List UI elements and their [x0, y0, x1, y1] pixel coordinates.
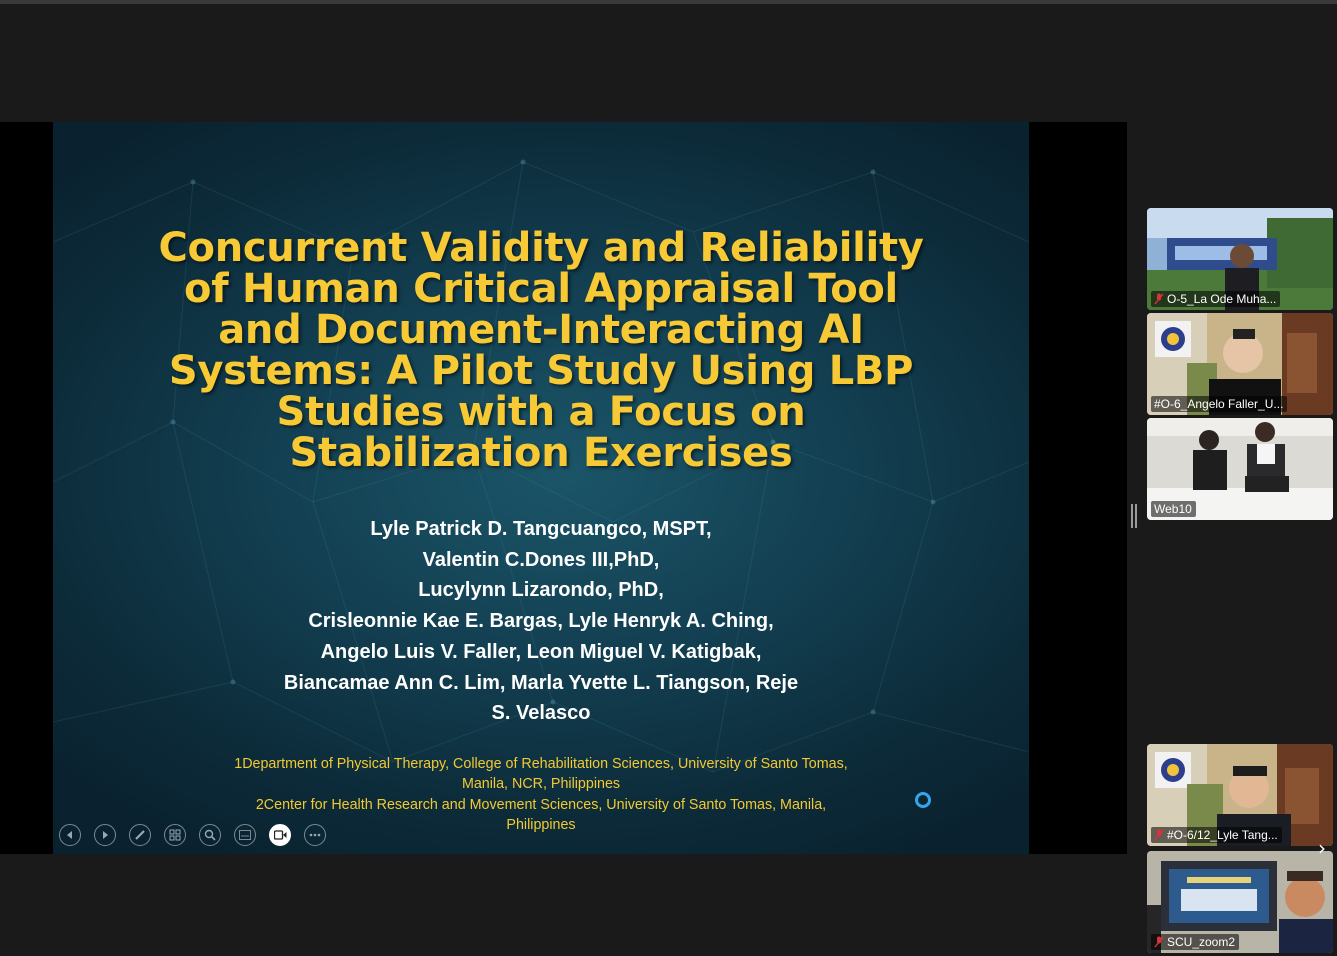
participant-name-label: [1151, 291, 1280, 307]
camera-toggle-button[interactable]: [269, 824, 291, 846]
zoom-icon: [204, 829, 216, 841]
participant-tile[interactable]: [1147, 851, 1333, 953]
slides-grid-icon: [169, 829, 181, 841]
title-line: Concurrent Validity and Reliability: [158, 225, 924, 271]
next-slide-button[interactable]: [94, 824, 116, 846]
participant-name: #O-6_Angelo Faller_U...: [1154, 397, 1284, 411]
title-line: of Human Critical Appraisal Tool: [184, 266, 898, 312]
participant-tile[interactable]: [1147, 418, 1333, 520]
muted-mic-icon: [1154, 936, 1164, 948]
chevron-right-icon: ›: [1318, 836, 1326, 860]
author-line: Biancamae Ann C. Lim, Marla Yvette L. Tiangson, Reje: [283, 671, 799, 694]
camera-icon: [274, 830, 287, 840]
presentation-slide: [53, 122, 1029, 854]
participant-tile-speaking[interactable]: [1147, 313, 1333, 415]
author-line: Angelo Luis V. Faller, Leon Miguel V. Katigbak,: [320, 640, 762, 663]
panel-resize-handle[interactable]: [1131, 504, 1137, 528]
slide-authors: [241, 514, 841, 729]
previous-slide-button[interactable]: [59, 824, 81, 846]
pen-tool-button[interactable]: [129, 824, 151, 846]
more-options-icon: [309, 833, 321, 837]
author-line: Lucylynn Lizarondo, PhD,: [418, 579, 664, 602]
gallery-next-page-button[interactable]: [1312, 836, 1332, 860]
pen-icon: [134, 829, 146, 841]
author-line: Crisleonnie Kae E. Bargas, Lyle Henryk A. Ching,: [308, 610, 774, 633]
see-all-slides-button[interactable]: [164, 824, 186, 846]
affiliation-line: Philippines: [506, 817, 576, 834]
participant-tile[interactable]: [1147, 208, 1333, 310]
participant-name-label: [1151, 396, 1287, 412]
author-line: Lyle Patrick D. Tangcuangco, MSPT,: [370, 518, 712, 540]
participant-name: O-5_La Ode Muha...: [1167, 292, 1277, 306]
author-line: S. Velasco: [491, 702, 591, 725]
previous-slide-icon: [65, 830, 75, 840]
slide-title: [113, 225, 969, 476]
next-slide-icon: [100, 830, 110, 840]
title-line: Stabilization Exercises: [289, 430, 793, 476]
participant-name-label: [1151, 827, 1282, 843]
muted-mic-icon: [1154, 293, 1164, 305]
more-options-button[interactable]: [304, 824, 326, 846]
affiliation-line: 1Department of Physical Therapy, College of Rehabilitation Sciences, University of Santo Tomas,: [234, 756, 848, 772]
participant-name: #O-6/12_Lyle Tang...: [1167, 828, 1278, 842]
title-line: Systems: A Pilot Study Using LBP: [168, 348, 914, 394]
participant-name-label: [1151, 501, 1196, 517]
author-line: Valentin C.Dones III,PhD,: [422, 548, 660, 571]
window-top-bar: [0, 0, 1337, 4]
zoom-button[interactable]: [199, 824, 221, 846]
loading-spinner-icon: [915, 792, 931, 808]
title-line: and Document-Interacting AI: [218, 307, 864, 353]
participant-name: Web10: [1154, 502, 1192, 516]
muted-mic-icon: [1154, 829, 1164, 841]
participant-name-label: [1151, 934, 1239, 950]
participant-tile[interactable]: [1147, 744, 1333, 846]
participant-name: SCU_zoom2: [1167, 935, 1236, 949]
title-line: Studies with a Focus on: [276, 389, 806, 435]
subtitles-button[interactable]: [234, 824, 256, 846]
affiliation-line: 2Center for Health Research and Movement Sciences, University of Santo Tomas, Manila,: [255, 796, 827, 813]
affiliation-line: Manila, NCR, Philippines: [461, 776, 621, 793]
subtitles-icon: [239, 830, 251, 840]
